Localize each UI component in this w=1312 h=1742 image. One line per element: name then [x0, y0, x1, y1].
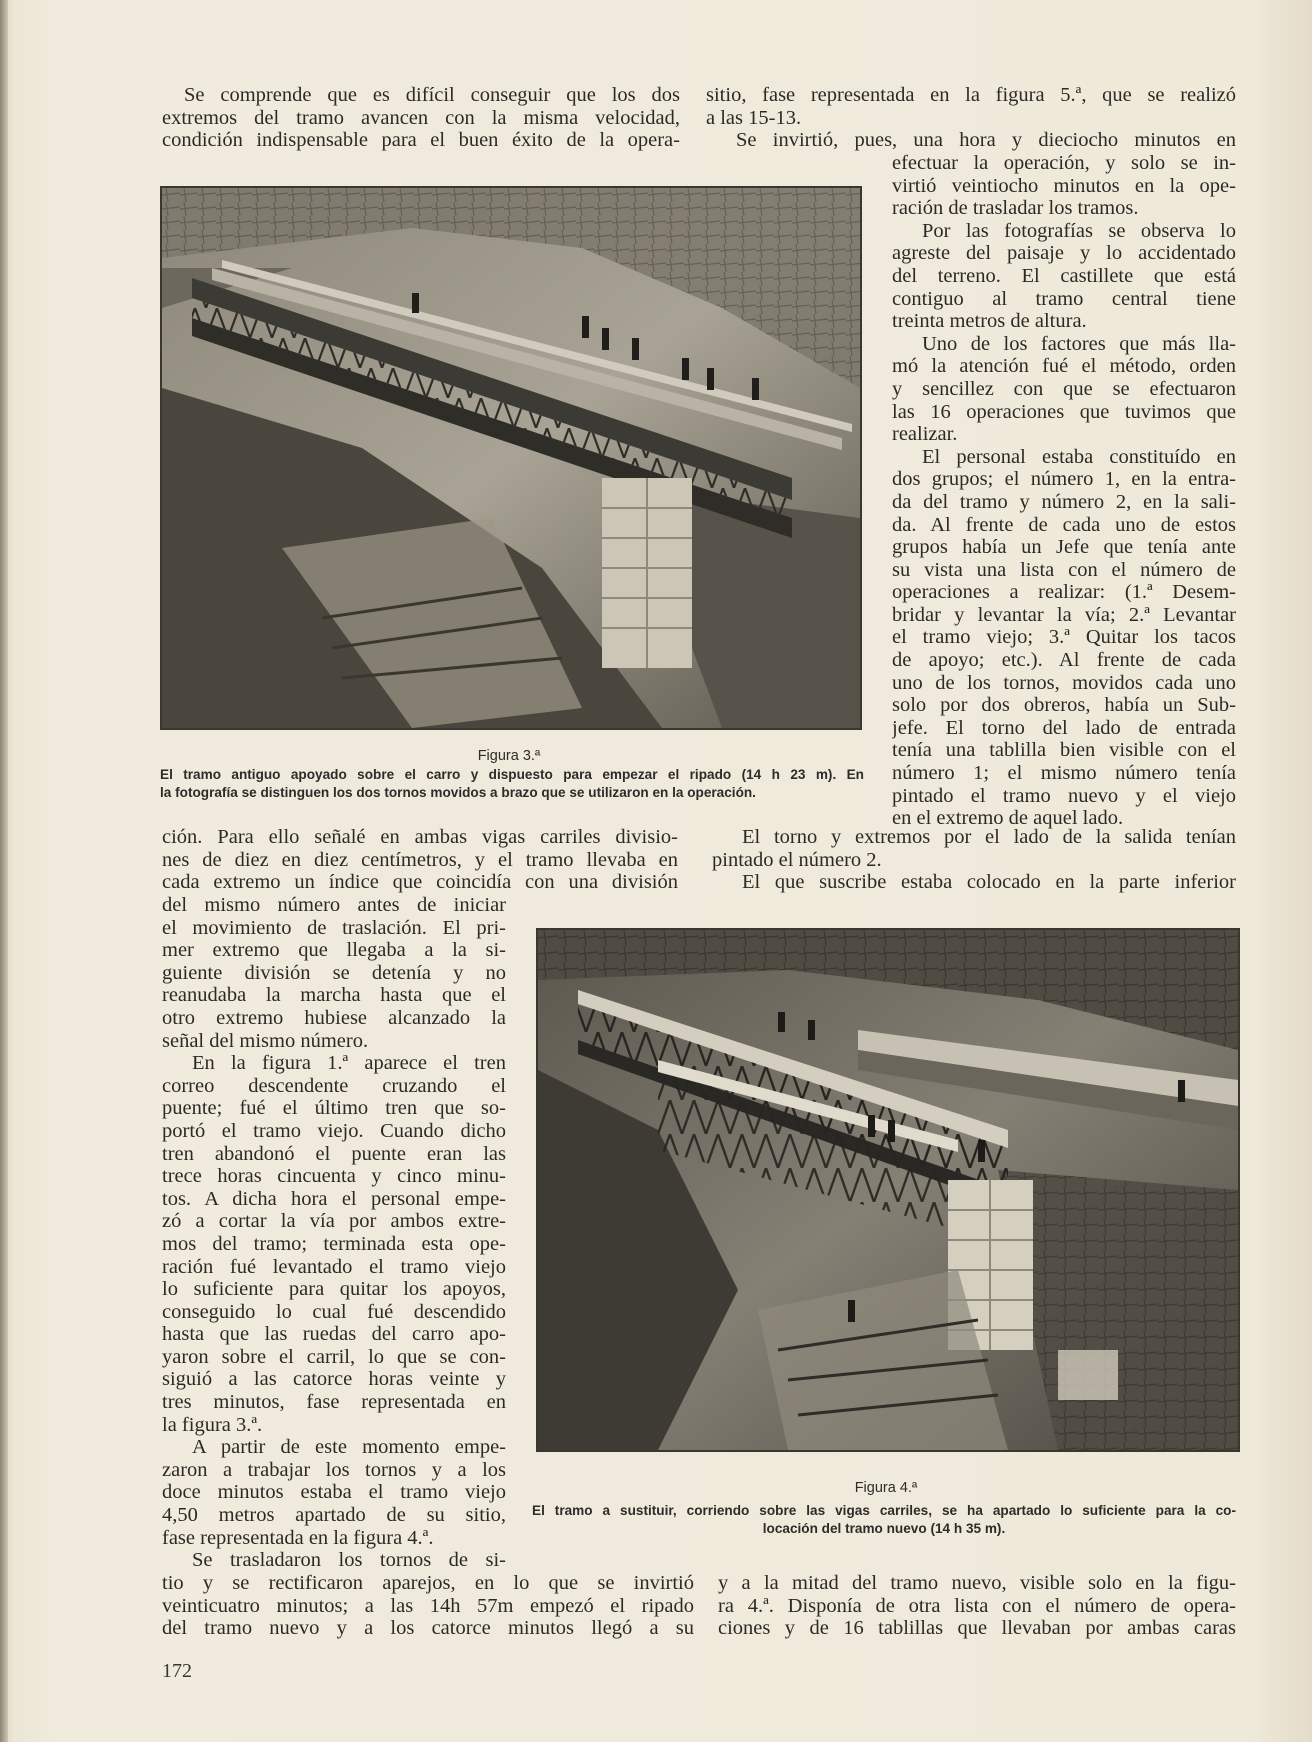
text-line: bridar y levantar la vía; 2.ª Levantar: [892, 603, 1236, 626]
text-block-middle-left: [162, 826, 678, 894]
caption-line: la fotografía se distinguen los dos tornos movidos a brazo que se utilizaron en la operación.: [160, 785, 756, 800]
text-line: solo por dos obreros, había un Sub-: [892, 694, 1236, 717]
figure-3-photo: [160, 186, 862, 730]
text-line: cada extremo un índice que coincidía con una división: [162, 871, 678, 894]
text-line: puente; fué el último tren que so-: [162, 1097, 506, 1120]
text-line: Se invirtió, pues, una hora y dieciocho minutos en: [736, 129, 1236, 152]
text-line: Uno de los factores que más lla-: [922, 332, 1236, 355]
text-line: ciones y de 16 tablillas que llevaban por ambas caras: [718, 1617, 1236, 1640]
text-line: mó la atención fué el método, orden: [892, 355, 1236, 378]
text-block-left-beside-figure-4: [162, 894, 506, 1572]
text-line: da. Al frente de cada uno de estos: [892, 513, 1236, 536]
text-line: zaron a trabajar los tornos y a los: [162, 1458, 506, 1481]
text-line: veinticuatro minutos; a las 14h 57m empezó el ripado: [162, 1594, 694, 1617]
text-line: contiguo al tramo central tiene: [892, 287, 1236, 310]
text-line: portó el tramo viejo. Cuando dicho: [162, 1119, 506, 1142]
text-line: zó a cortar la vía por ambos extre-: [162, 1210, 506, 1233]
text-line: del terreno. El castillete que está: [892, 264, 1236, 287]
text-line: yaron sobre el carril, lo que se con-: [162, 1345, 506, 1368]
text-block-middle-right: [712, 826, 1236, 894]
text-line: tio y se rectificaron aparejos, en lo que se invirtió: [162, 1572, 694, 1594]
text-line: condición indispensable para el buen éxito de la opera-: [162, 129, 680, 152]
text-line: treinta metros de altura.: [892, 310, 1087, 333]
text-block-bottom-left: [162, 1572, 694, 1640]
text-line: El que suscribe estaba colocado en la parte inferior: [742, 871, 1236, 894]
figure-3-title: Figura 3.ª: [477, 748, 541, 764]
text-line: número 1; el mismo número tenía: [892, 762, 1236, 785]
text-line: El torno y extremos por el lado de la salida tenían: [742, 826, 1236, 848]
text-line: operaciones a realizar: (1.ª Desem-: [892, 581, 1236, 604]
text-line: mer extremo que llegaba a la si-: [162, 939, 506, 962]
page-number: 172: [162, 1660, 192, 1682]
text-line: y sencillez con que se efectuaron: [892, 377, 1236, 400]
text-block-top-left: [162, 84, 680, 152]
text-line: dos grupos; el número 1, en la entra-: [892, 468, 1236, 491]
text-line: y a la mitad del tramo nuevo, visible solo en la figu-: [718, 1572, 1236, 1594]
text-line: El personal estaba constituído en: [922, 445, 1236, 468]
text-line: realizar.: [892, 423, 958, 446]
text-line: a las 15-13.: [706, 106, 802, 129]
text-line: ra 4.ª. Disponía de otra lista con el número de opera-: [718, 1594, 1236, 1617]
text-line: de apoyo; etc.). Al frente de cada: [892, 649, 1236, 672]
text-line: del mismo número antes de iniciar: [162, 894, 506, 916]
text-block-top-right: [706, 84, 1236, 152]
caption-line: locación del tramo nuevo (14 h 35 m).: [762, 1521, 1006, 1536]
text-line: del tramo nuevo y a los catorce minutos llegó a su: [162, 1617, 694, 1640]
text-line: sitio, fase representada en la figura 5.ª, que se realizó: [706, 84, 1236, 106]
text-line: grupos había un Jefe que tenía ante: [892, 536, 1236, 559]
text-line: otro extremo hubiese alcanzado la: [162, 1006, 506, 1029]
text-line: uno de los tornos, movidos cada uno: [892, 671, 1236, 694]
text-line: tres minutos, fase representada en: [162, 1391, 506, 1414]
text-line: guiente división se detenía y no: [162, 961, 506, 984]
text-line: tos. A dicha hora el personal empe-: [162, 1187, 506, 1210]
text-line: nes de diez en diez centímetros, y el tramo llevaba en: [162, 848, 678, 871]
text-block-right-beside-figure-3: [892, 152, 1236, 830]
figure-4-title: Figura 4.ª: [854, 1480, 918, 1496]
text-line: 4,50 metros apartado de su sitio,: [162, 1504, 506, 1527]
text-line: Se trasladaron los tornos de si-: [192, 1549, 506, 1572]
text-line: virtió veintiocho minutos en la ope-: [892, 174, 1236, 197]
caption-line: El tramo a sustituir, corriendo sobre las vigas carriles, se ha apartado lo suficiente para la co-: [532, 1503, 1236, 1518]
caption-line: El tramo antiguo apoyado sobre el carro y dispuesto para empezar el ripado (14 h 23 m). En: [160, 767, 864, 782]
text-line: su vista una lista con el número de: [892, 558, 1236, 581]
figure-4-caption: [532, 1502, 1236, 1538]
text-block-bottom-right: [718, 1572, 1236, 1640]
text-line: mos del tramo; terminada esta ope-: [162, 1232, 506, 1255]
text-line: lo suficiente para quitar los apoyos,: [162, 1278, 506, 1301]
text-line: reanudaba la marcha hasta que el: [162, 984, 506, 1007]
text-line: ción. Para ello señalé en ambas vigas carriles divisio-: [162, 826, 678, 848]
text-line: ración de trasladar los tramos.: [892, 197, 1139, 220]
text-line: la figura 3.ª.: [162, 1413, 263, 1436]
text-line: tenía una tablilla bien visible con el: [892, 739, 1236, 762]
text-line: jefe. El torno del lado de entrada: [892, 716, 1236, 739]
text-line: conseguido lo cual fué descendido: [162, 1300, 506, 1323]
text-line: siguió a las catorce horas veinte y: [162, 1368, 506, 1391]
text-line: trece horas cincuenta y cinco minu-: [162, 1165, 506, 1188]
figure-4-photo: [536, 928, 1240, 1452]
text-line: las 16 operaciones que tuvimos que: [892, 400, 1236, 423]
text-line: da del tramo y número 2, en la sali-: [892, 490, 1236, 513]
bridge-photo-illustration: [538, 930, 1238, 1450]
figure-3-caption: [160, 766, 864, 802]
text-line: pintado el tramo nuevo y el viejo: [892, 784, 1236, 807]
text-line: Por las fotografías se observa lo: [922, 219, 1236, 242]
text-line: agreste del paisaje y lo accidentado: [892, 242, 1236, 265]
text-line: Se comprende que es difícil conseguir que los dos: [184, 84, 680, 106]
text-line: ración fué levantado el tramo viejo: [162, 1255, 506, 1278]
text-line: pintado el número 2.: [712, 848, 882, 871]
text-line: efectuar la operación, y solo se in-: [892, 152, 1236, 174]
text-line: el tramo viejo; 3.ª Quitar los tacos: [892, 626, 1236, 649]
text-line: En la figura 1.ª aparece el tren: [192, 1052, 506, 1075]
text-line: fase representada en la figura 4.ª.: [162, 1526, 434, 1549]
text-line: en el extremo de aquel lado.: [892, 807, 1124, 830]
text-line: señal del mismo número.: [162, 1029, 369, 1052]
text-line: hasta que las ruedas del carro apo-: [162, 1323, 506, 1346]
bridge-photo-illustration: [162, 188, 860, 728]
text-line: A partir de este momento empe-: [192, 1436, 506, 1459]
page-binding-edge: [0, 0, 8, 1742]
text-line: extremos del tramo avancen con la misma velocidad,: [162, 106, 680, 129]
text-line: el movimiento de traslación. El pri-: [162, 916, 506, 939]
text-line: doce minutos estaba el tramo viejo: [162, 1481, 506, 1504]
text-line: tren abandonó el puente eran las: [162, 1142, 506, 1165]
text-line: correo descendente cruzando el: [162, 1074, 506, 1097]
